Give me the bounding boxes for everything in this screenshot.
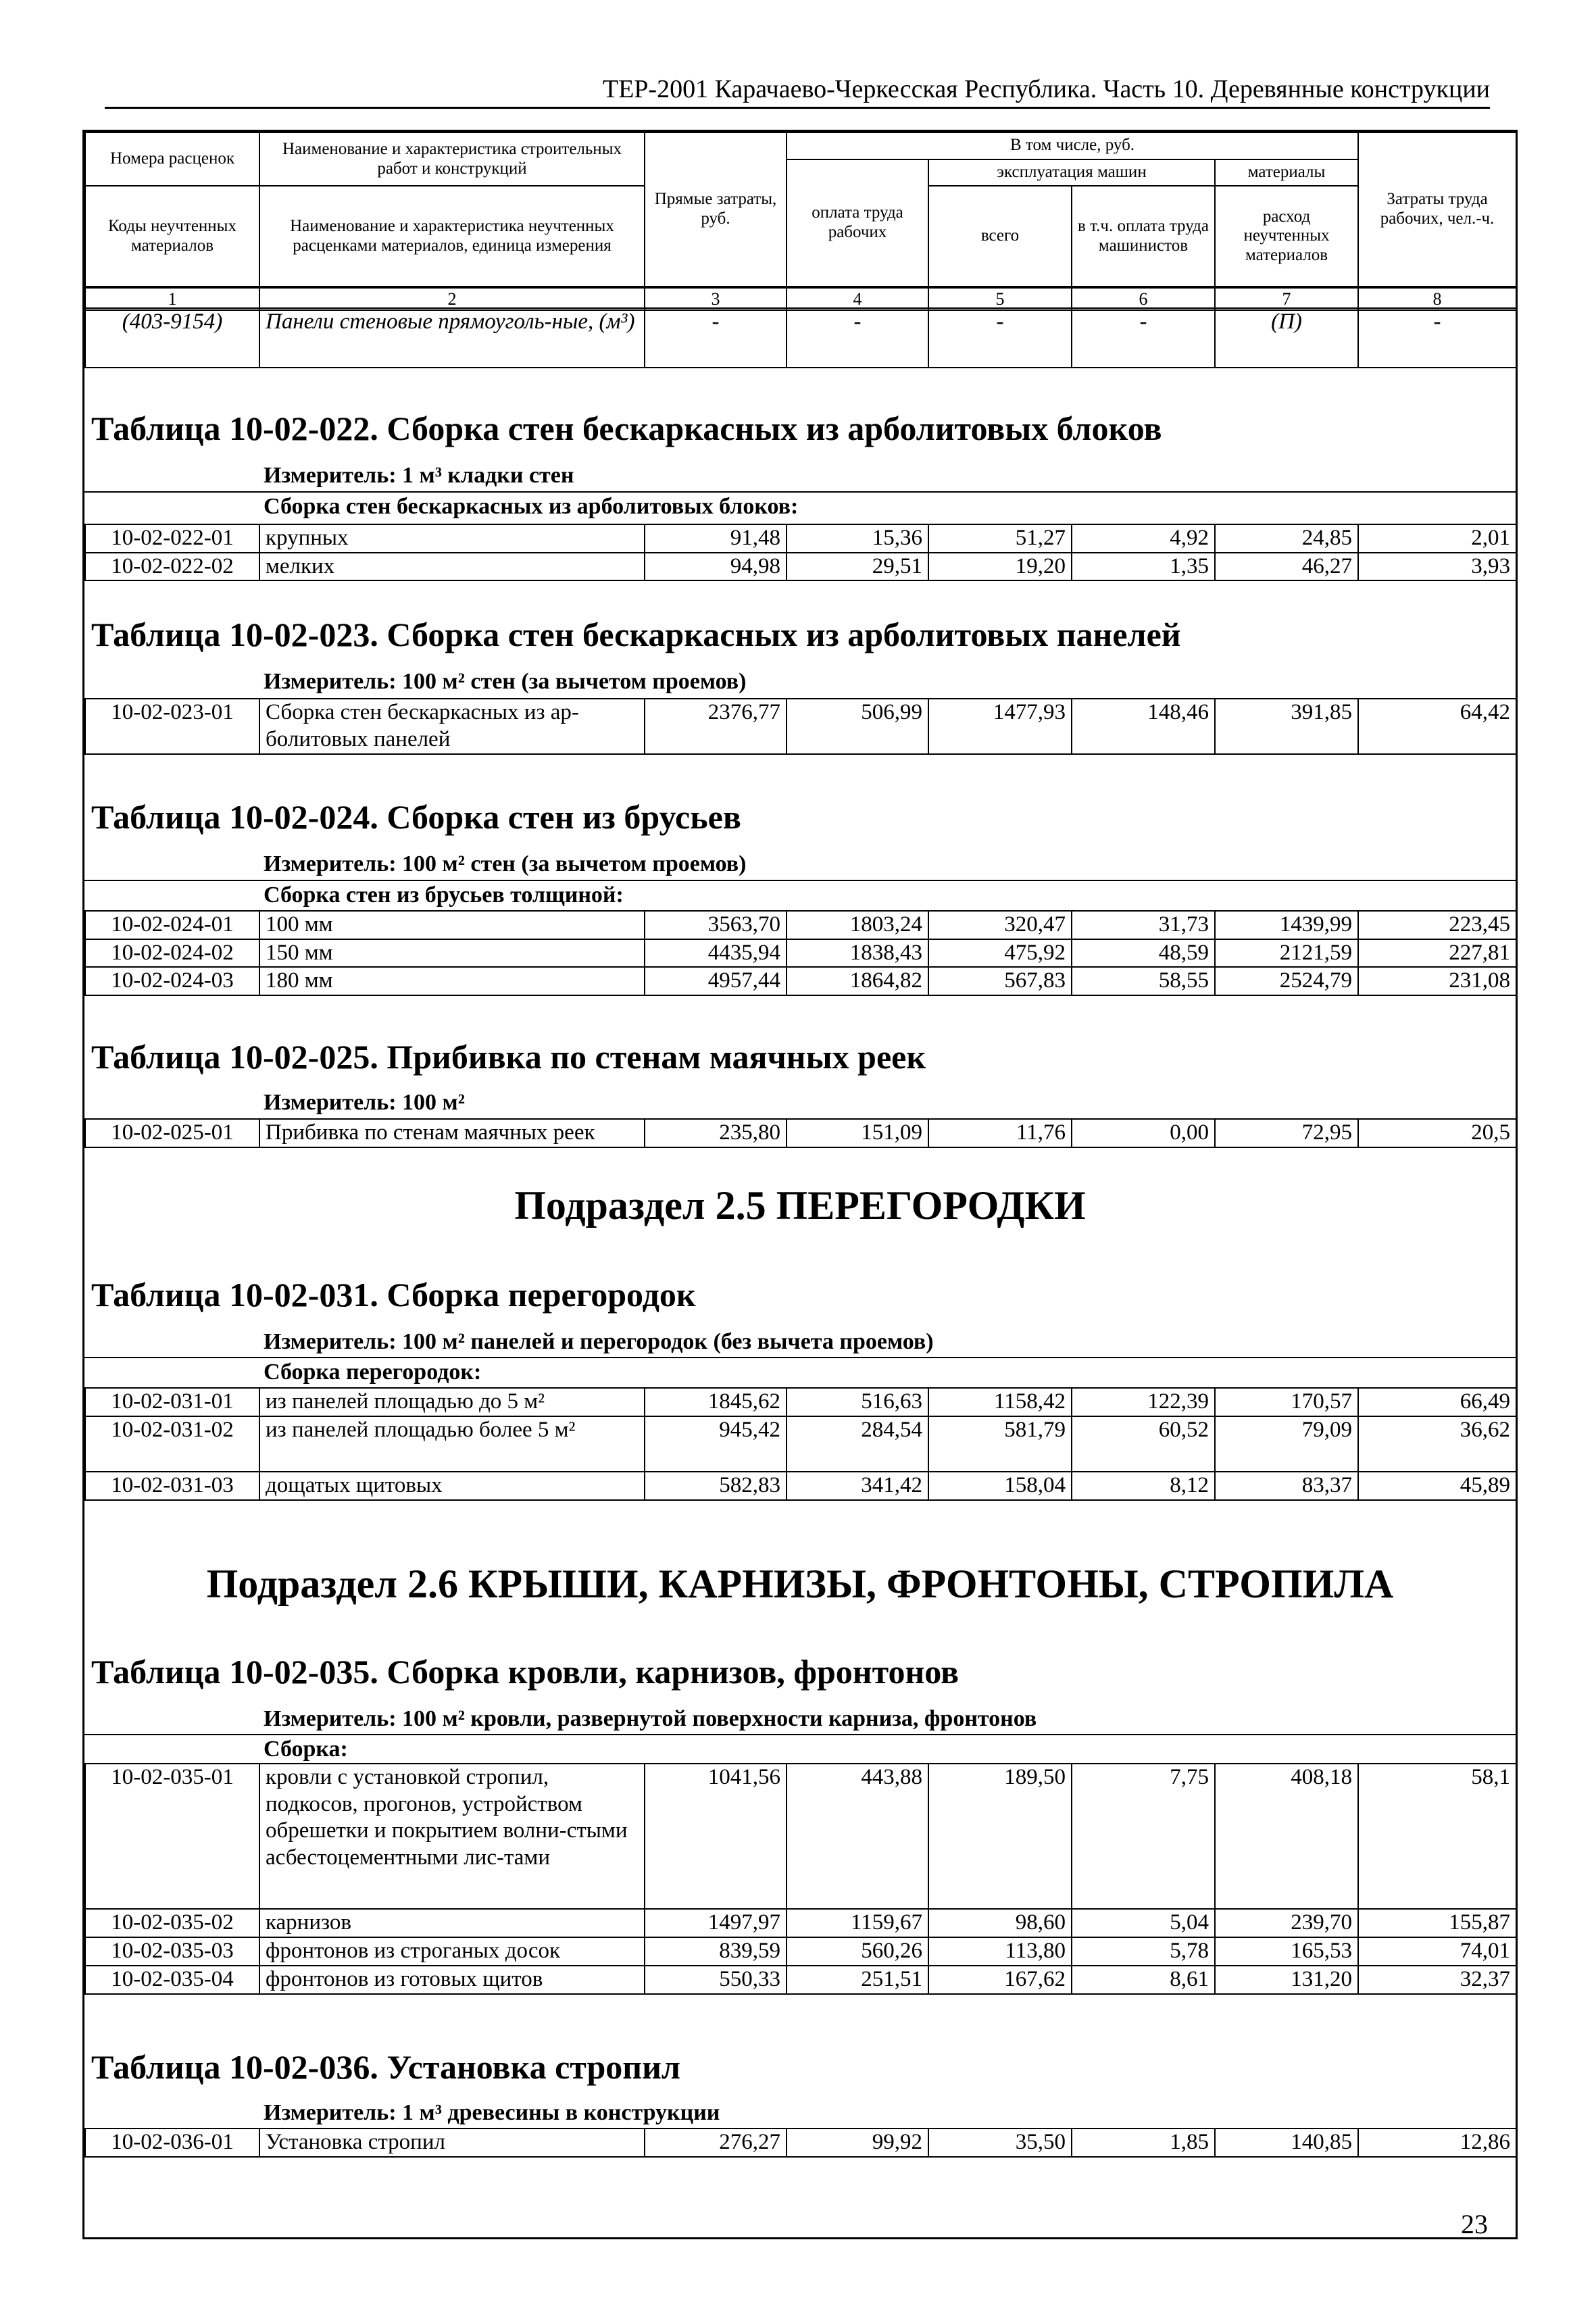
- table-022: [84, 524, 1517, 581]
- table-cell: 1159,67: [787, 1909, 928, 1937]
- table-cell: 24,85: [1215, 524, 1358, 553]
- table-024-title: Таблица 10-02-024. Сборка стен из брусьев: [91, 798, 741, 836]
- table-cell: 10-02-025-01: [85, 1119, 259, 1147]
- table-cell: 150 мм: [259, 939, 645, 968]
- table-row: [85, 1472, 1516, 1500]
- table-cell: из панелей площадью до 5 м²: [259, 1388, 645, 1416]
- table-cell: 3,93: [1358, 553, 1516, 581]
- table-cell: 560,26: [787, 1937, 928, 1966]
- col4: оплата труда рабочих: [787, 159, 928, 287]
- table-cell: 60,52: [1072, 1416, 1215, 1472]
- table-cell: 276,27: [645, 2129, 787, 2157]
- table-022-title: Таблица 10-02-022. Сборка стен бескаркасных из арболитовых блоков: [91, 409, 1162, 447]
- col1-top: Номера расценок: [85, 132, 259, 186]
- table-023-title: Таблица 10-02-023. Сборка стен бескаркасных из арболитовых панелей: [91, 616, 1181, 653]
- table-cell: 72,95: [1215, 1119, 1358, 1147]
- col6: в т.ч. оплата труда машинистов: [1072, 186, 1215, 287]
- table-cell: 35,50: [928, 2129, 1072, 2157]
- table-cell: 170,57: [1215, 1388, 1358, 1416]
- table-cell: 10-02-024-02: [85, 939, 259, 968]
- section-2-5-heading: Подраздел 2.5 ПЕРЕГОРОДКИ: [514, 1183, 1086, 1228]
- material-c3: -: [645, 308, 787, 368]
- table-cell: Сборка стен бескаркасных из ар-болитовых панелей: [259, 699, 645, 754]
- table-cell: 581,79: [928, 1416, 1072, 1472]
- table-cell: 443,88: [787, 1764, 928, 1909]
- table-cell: 1,85: [1072, 2129, 1215, 2157]
- table-cell: 58,55: [1072, 967, 1215, 995]
- table-cell: 122,39: [1072, 1388, 1215, 1416]
- table-cell: 10-02-035-01: [85, 1764, 259, 1909]
- table-cell: 180 мм: [259, 967, 645, 995]
- table-cell: 567,83: [928, 967, 1072, 995]
- table-cell: 227,81: [1358, 939, 1516, 968]
- running-header: ТЕР-2001 Карачаево-Черкесская Республика. Часть 10. Деревянные конструкции: [105, 74, 1490, 109]
- table-cell: крупных: [259, 524, 645, 553]
- table-cell: фронтонов из готовых щитов: [259, 1966, 645, 1994]
- table-024: [84, 910, 1517, 996]
- material-c8: -: [1358, 308, 1516, 368]
- table-cell: карнизов: [259, 1909, 645, 1937]
- table-cell: 516,63: [787, 1388, 928, 1416]
- table-031-subhead: Сборка перегородок:: [264, 1360, 482, 1385]
- table-cell: 98,60: [928, 1909, 1072, 1937]
- table-cell: 58,1: [1358, 1764, 1516, 1909]
- table-cell: 4435,94: [645, 939, 787, 968]
- table-cell: 36,62: [1358, 1416, 1516, 1472]
- table-cell: 48,59: [1072, 939, 1215, 968]
- table-035-title: Таблица 10-02-035. Сборка кровли, карнизов, фронтонов: [91, 1653, 959, 1691]
- table-cell: Установка стропил: [259, 2129, 645, 2157]
- table-cell: 1803,24: [787, 911, 928, 939]
- table-row: [85, 1966, 1516, 1994]
- table-cell: 10-02-022-01: [85, 524, 259, 553]
- table-cell: 550,33: [645, 1966, 787, 1994]
- colnum-4: 4: [787, 288, 928, 310]
- material-c7: (П): [1215, 308, 1358, 368]
- table-022-unit: Измеритель: 1 м³ кладки стен: [264, 463, 574, 488]
- table-cell: 391,85: [1215, 699, 1358, 754]
- table-cell: 1845,62: [645, 1388, 787, 1416]
- table-row: [85, 1937, 1516, 1966]
- table-row: [85, 939, 1516, 968]
- table-cell: 2524,79: [1215, 967, 1358, 995]
- col3: Прямые затраты, руб.: [645, 132, 787, 287]
- table-cell: 113,80: [928, 1937, 1072, 1966]
- page-frame: [82, 130, 1518, 2239]
- table-031-title: Таблица 10-02-031. Сборка перегородок: [91, 1276, 696, 1314]
- material-code: (403-9154): [85, 308, 259, 368]
- table-cell: 3563,70: [645, 911, 787, 939]
- table-cell: 239,70: [1215, 1909, 1358, 1937]
- col7: расход неучтенных материалов: [1215, 186, 1358, 287]
- table-cell: 12,86: [1358, 2129, 1516, 2157]
- table-cell: 29,51: [787, 553, 928, 581]
- table-022-subhead: Сборка стен бескаркасных из арболитовых блоков:: [264, 494, 799, 519]
- table-cell: 1838,43: [787, 939, 928, 968]
- table-cell: 8,61: [1072, 1966, 1215, 1994]
- table-cell: 1158,42: [928, 1388, 1072, 1416]
- table-cell: 167,62: [928, 1966, 1072, 1994]
- table-031-unit: Измеритель: 100 м² панелей и перегородок (без вычета проемов): [264, 1329, 934, 1354]
- table-cell: 158,04: [928, 1472, 1072, 1500]
- table-row: [85, 911, 1516, 939]
- table-cell: 231,08: [1358, 967, 1516, 995]
- table-cell: 408,18: [1215, 1764, 1358, 1909]
- table-025-title: Таблица 10-02-025. Прибивка по стенам маячных реек: [91, 1038, 926, 1076]
- table-cell: 165,53: [1215, 1937, 1358, 1966]
- table-cell: 131,20: [1215, 1966, 1358, 1994]
- table-cell: 31,73: [1072, 911, 1215, 939]
- col1-bottom: Коды неучтенных материалов: [85, 186, 259, 287]
- table-row: [85, 967, 1516, 995]
- table-row: [85, 1764, 1516, 1909]
- colnum-5: 5: [928, 288, 1072, 310]
- col5: всего: [928, 186, 1072, 287]
- table-036-title: Таблица 10-02-036. Установка стропил: [91, 2048, 680, 2086]
- table-025: [84, 1118, 1517, 1148]
- table-cell: 74,01: [1358, 1937, 1516, 1966]
- table-cell: 10-02-035-02: [85, 1909, 259, 1937]
- table-cell: 284,54: [787, 1416, 928, 1472]
- table-cell: 839,59: [645, 1937, 787, 1966]
- table-row: [85, 524, 1516, 553]
- table-cell: фронтонов из строганых досок: [259, 1937, 645, 1966]
- table-cell: 155,87: [1358, 1909, 1516, 1937]
- material-c4: -: [787, 308, 928, 368]
- table-cell: 20,5: [1358, 1119, 1516, 1147]
- table-031: [84, 1387, 1517, 1501]
- table-cell: 10-02-035-03: [85, 1937, 259, 1966]
- table-035: [84, 1763, 1517, 1995]
- table-cell: 189,50: [928, 1764, 1072, 1909]
- table-cell: 1864,82: [787, 967, 928, 995]
- section-2-6-heading: Подраздел 2.6 КРЫШИ, КАРНИЗЫ, ФРОНТОНЫ, СТРОПИЛА: [206, 1562, 1394, 1606]
- table-cell: 2,01: [1358, 524, 1516, 553]
- table-row: [85, 1388, 1516, 1416]
- table-cell: 506,99: [787, 699, 928, 754]
- material-c5: -: [928, 308, 1072, 368]
- table-036-unit: Измеритель: 1 м³ древесины в конструкции: [264, 2100, 720, 2125]
- table-cell: 100 мм: [259, 911, 645, 939]
- colnum-1: 1: [85, 288, 259, 310]
- table-cell: 945,42: [645, 1416, 787, 1472]
- table-cell: 99,92: [787, 2129, 928, 2157]
- table-cell: 2121,59: [1215, 939, 1358, 968]
- table-cell: 1,35: [1072, 553, 1215, 581]
- table-cell: 10-02-023-01: [85, 699, 259, 754]
- table-cell: 94,98: [645, 553, 787, 581]
- table-cell: 2376,77: [645, 699, 787, 754]
- column-header: [84, 132, 1517, 287]
- table-cell: 320,47: [928, 911, 1072, 939]
- colnum-2: 2: [259, 288, 645, 310]
- table-cell: 1439,99: [1215, 911, 1358, 939]
- table-cell: мелких: [259, 553, 645, 581]
- group-header: В том числе, руб.: [787, 132, 1358, 159]
- table-cell: 19,20: [928, 553, 1072, 581]
- col8: Затраты труда рабочих, чел.-ч.: [1358, 132, 1516, 287]
- page-number: 23: [1461, 2209, 1488, 2239]
- colnum-6: 6: [1072, 288, 1215, 310]
- material-c6: -: [1072, 308, 1215, 368]
- table-cell: 0,00: [1072, 1119, 1215, 1147]
- table-row: [85, 1909, 1516, 1937]
- table-row: [85, 553, 1516, 581]
- table-cell: 45,89: [1358, 1472, 1516, 1500]
- table-cell: 15,36: [787, 524, 928, 553]
- table-cell: 4957,44: [645, 967, 787, 995]
- table-cell: 11,76: [928, 1119, 1072, 1147]
- table-cell: 10-02-036-01: [85, 2129, 259, 2157]
- table-cell: 5,78: [1072, 1937, 1215, 1966]
- table-cell: 235,80: [645, 1119, 787, 1147]
- table-cell: 475,92: [928, 939, 1072, 968]
- table-cell: кровли с установкой стропил, подкосов, прогонов, устройством обрешетки и покрытием волни-стыми асбестоцементными лис-тами: [259, 1764, 645, 1909]
- table-row: [85, 2129, 1516, 2157]
- table-cell: 4,92: [1072, 524, 1215, 553]
- table-cell: 66,49: [1358, 1388, 1516, 1416]
- table-cell: Прибивка по стенам маячных реек: [259, 1119, 645, 1147]
- table-row: [85, 1416, 1516, 1472]
- colnum-3: 3: [645, 288, 787, 310]
- table-cell: 8,12: [1072, 1472, 1215, 1500]
- table-024-subhead: Сборка стен из брусьев толщиной:: [264, 882, 624, 907]
- material-name: Панели стеновые прямоуголь-ные, (м³): [259, 308, 645, 368]
- table-cell: 10-02-024-01: [85, 911, 259, 939]
- materials-header: материалы: [1215, 159, 1358, 186]
- col2-bottom: Наименование и характеристика неучтенных расценками материалов, единица измерения: [259, 186, 645, 287]
- table-cell: 10-02-031-02: [85, 1416, 259, 1472]
- table-023-unit: Измеритель: 100 м² стен (за вычетом проемов): [264, 669, 747, 694]
- table-035-subhead: Сборка:: [264, 1737, 348, 1762]
- table-cell: 223,45: [1358, 911, 1516, 939]
- col2-top: Наименование и характеристика строительных работ и конструкций: [259, 132, 645, 186]
- table-cell: 32,37: [1358, 1966, 1516, 1994]
- table-cell: 91,48: [645, 524, 787, 553]
- table-cell: 10-02-031-03: [85, 1472, 259, 1500]
- table-cell: 151,09: [787, 1119, 928, 1147]
- table-cell: дощатых щитовых: [259, 1472, 645, 1500]
- table-cell: 10-02-035-04: [85, 1966, 259, 1994]
- table-cell: 1477,93: [928, 699, 1072, 754]
- table-035-unit: Измеритель: 100 м² кровли, развернутой поверхности карниза, фронтонов: [264, 1706, 1037, 1731]
- table-024-unit: Измеритель: 100 м² стен (за вычетом проемов): [264, 851, 747, 876]
- table-cell: 51,27: [928, 524, 1072, 553]
- table-025-unit: Измеритель: 100 м²: [264, 1090, 465, 1115]
- table-cell: 582,83: [645, 1472, 787, 1500]
- table-cell: 140,85: [1215, 2129, 1358, 2157]
- table-cell: 341,42: [787, 1472, 928, 1500]
- table-cell: 1041,56: [645, 1764, 787, 1909]
- table-cell: 148,46: [1072, 699, 1215, 754]
- table-row: [85, 1119, 1516, 1147]
- table-cell: 83,37: [1215, 1472, 1358, 1500]
- table-cell: 10-02-031-01: [85, 1388, 259, 1416]
- table-cell: 5,04: [1072, 1909, 1215, 1937]
- table-cell: 64,42: [1358, 699, 1516, 754]
- colnum-7: 7: [1215, 288, 1358, 310]
- table-cell: из панелей площадью более 5 м²: [259, 1416, 645, 1472]
- table-row: [85, 699, 1516, 754]
- material-row: [84, 307, 1517, 368]
- table-cell: 251,51: [787, 1966, 928, 1994]
- table-cell: 10-02-024-03: [85, 967, 259, 995]
- table-cell: 79,09: [1215, 1416, 1358, 1472]
- table-036: [84, 2128, 1517, 2158]
- colnum-8: 8: [1358, 288, 1516, 310]
- table-023: [84, 698, 1517, 755]
- table-cell: 7,75: [1072, 1764, 1215, 1909]
- table-cell: 46,27: [1215, 553, 1358, 581]
- table-cell: 10-02-022-02: [85, 553, 259, 581]
- machines-header: эксплуатация машин: [928, 159, 1215, 186]
- table-cell: 1497,97: [645, 1909, 787, 1937]
